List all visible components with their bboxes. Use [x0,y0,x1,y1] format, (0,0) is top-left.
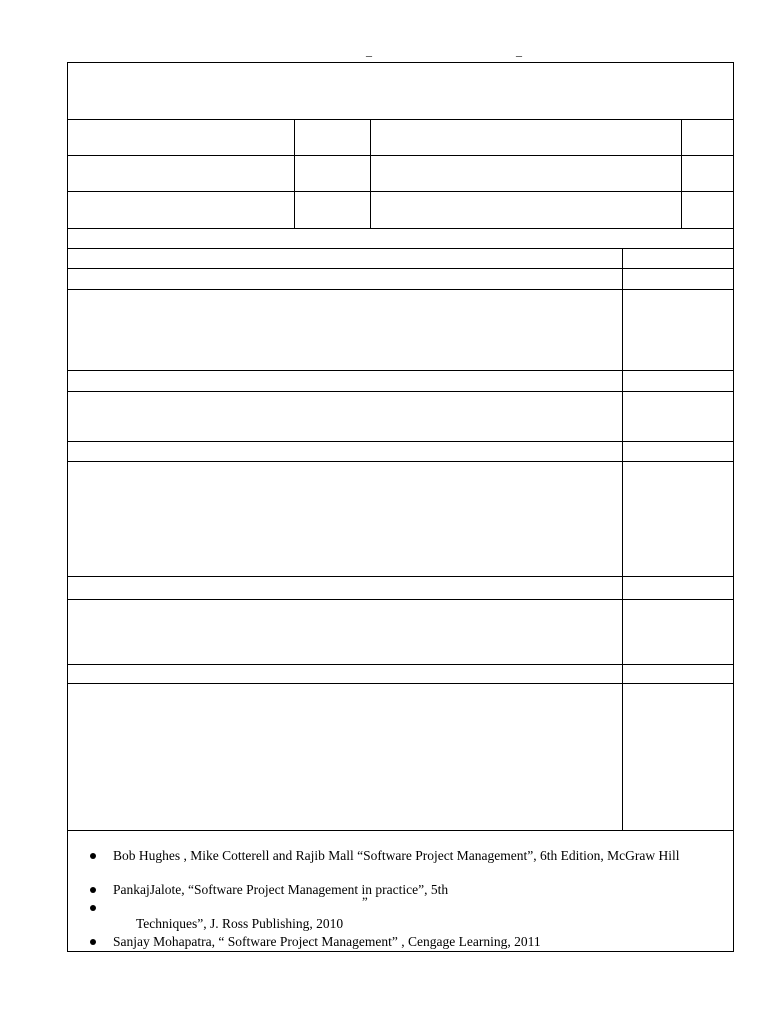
unit-row-divider [67,683,734,684]
column-divider [370,119,371,228]
unit-row-divider [67,576,734,577]
column-divider [681,119,682,228]
header-dash-left: _ [366,44,372,58]
unit-row-divider [67,664,734,665]
unit-row-divider [67,830,734,831]
hours-column-divider [622,248,623,830]
bullet-icon [90,853,96,859]
row-divider [67,155,734,156]
unit-row-divider [67,461,734,462]
row-divider [67,191,734,192]
bullet-icon [90,939,96,945]
column-divider [294,119,295,228]
unit-row-divider [67,370,734,371]
row-divider [67,119,734,120]
reference-continuation: Techniques”, J. Ross Publishing, 2010 [136,916,344,931]
reference-text: PankajJalote, “Software Project Management in practice”, 5th [113,882,449,897]
row-divider [67,248,734,249]
reference-close-quote: ” [362,894,368,909]
unit-row-divider [67,268,734,269]
reference-text: Bob Hughes , Mike Cotterell and Rajib Mall “Software Project Management”, 6th Edition, McGraw Hill [113,848,680,863]
unit-row-divider [67,441,734,442]
unit-row-divider [67,289,734,290]
bullet-icon [90,887,96,893]
unit-row-divider [67,599,734,600]
row-divider [67,228,734,229]
unit-row-divider [67,391,734,392]
reference-text: Sanjay Mohapatra, “ Software Project Management” , Cengage Learning, 2011 [113,934,541,949]
header-dash-right: _ [516,44,522,58]
bullet-icon [90,905,96,911]
syllabus-table [67,62,734,952]
